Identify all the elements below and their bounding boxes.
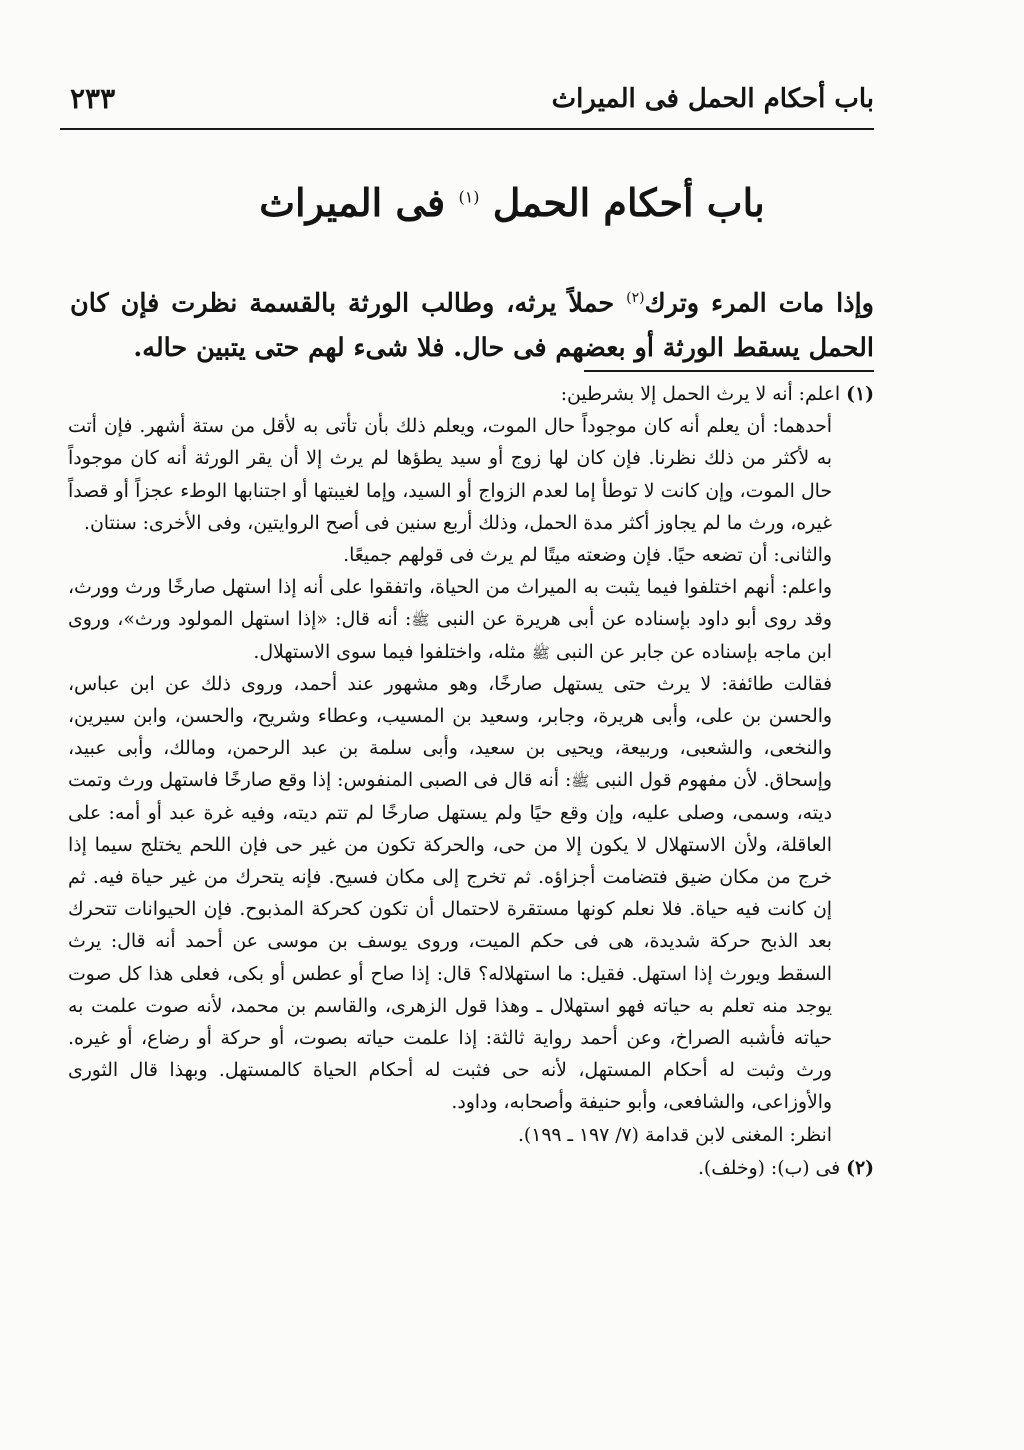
salutation-glyph: ﷺ bbox=[531, 643, 550, 662]
footnote-2 bbox=[68, 1152, 874, 1185]
footnote-2-label: (٢) bbox=[846, 1156, 874, 1179]
main-paragraph bbox=[70, 276, 874, 370]
main-footnote-ref: (٢) bbox=[626, 290, 645, 306]
footnote-1-label: (١) bbox=[846, 383, 874, 405]
footnote-1-intro-text: اعلم: أنه لا يرث الحمل إلا بشرطين: bbox=[560, 384, 841, 405]
paragraph-4-part-a: فقالت طائفة: لا يرث حتى يستهل صارخًا، وهو مشهور عند أحمد، وروى ذلك عن ابن عباس، والحسن بن على، وأبى هريرة، وجابر، وسعيد بن المسيب، وعطاء وشريح، والحسن، وابن سيرين، والنخعى، والشعبى، وربيعة، ويحيى بن سعيد، وأبى سلمة بن عبد الرحمن، ومالك، وأبى عبيد، وإسحاق. لأن مفهوم قول النبى bbox=[68, 673, 832, 792]
main-text-a: وإذا مات المرء وترك bbox=[644, 288, 874, 319]
footnote-1-paragraph-3 bbox=[68, 572, 874, 669]
salutation-glyph: ﷺ bbox=[411, 611, 430, 630]
paragraph-3-part-b: : أنه قال: «إذا استهل المولود ورث»، وروى ابن ماجه بإسناده عن جابر عن النبى bbox=[68, 609, 832, 663]
running-title: باب أحكام الحمل فى الميراث bbox=[551, 84, 874, 114]
paragraph-3-part-c: مثله، واختلفوا فيما سوى الاستهلال. bbox=[253, 641, 526, 663]
main-text-b: حملاً يرثه، وطالب الورثة بالقسمة نظرت فإن كان الحمل يسقط الورثة أو بعضهم فى حال. فلا شىء لهم حتى يتبين حاله. bbox=[70, 288, 874, 363]
salutation-glyph: ﷺ bbox=[571, 772, 590, 791]
page-number: ٢٣٣ bbox=[70, 82, 116, 115]
paragraph-3-part-a: واعلم: أنهم اختلفوا فيما يثبت به الميراث من الحياة، واتفقوا على أنه إذا استهل صارخًا ورث وورث، وقد روى أبو داود بإسناده عن أبى هريرة عن النبى bbox=[68, 577, 832, 631]
running-head bbox=[60, 80, 874, 130]
footnote-1-condition-1: أحدهما: أن يعلم أنه كان موجوداً حال الموت، ويعلم ذلك بأن تأتى به لأقل من ستة أشهر. فإن أتت به لأكثر من ذلك نظرنا. فإن كان لها زوج أو سيد يطؤها لم يرث إلا أن يقر الورثة أنه كان موجوداً حال الموت، وإن كانت لا توطأ إما لعدم الزواج أو السيد، وإما لغيبتها أو اجتنابها الوطء عجزاً أو قصداً غيره، ورث ما لم يجاوز أكثر مدة الحمل، وذلك أربع سنين فى أصح الروايتين، وفى الأخرى: سنتان. bbox=[68, 416, 832, 534]
footnote-divider bbox=[584, 370, 874, 372]
paragraph-4-part-b: : أنه قال فى الصبى المنفوس: إذا وقع صارخًا فاستهل ورث وتمت ديته، وسمى، وصلى عليه، وإن وقع حيًا ولم يستهل صارخًا لم تتم ديته، وفيه غرة عبد أو أمه: على العاقلة، ولأن الاستهلال لا يكون إلا من حى، والحركة تكون من غير حى فإن اللحم يختلج سيما إذا خرج من مكان ضيق فتضامت أجزاؤه. ثم تخرج إلى مكان فسيح. فإنه يتحرك من غير حياة فيه. ثم إن كانت فيه حياة. فلا نعلم كونها مستقرة لاحتمال أن تكون كحركة المذبوح. فإن الحيوانات تتحرك بعد الذبح حركة شديدة، هى فى حكم الميت، وروى يوسف بن موسى عن أحمد أنه قال: يرث السقط ويورث إذا استهل. فقيل: ما استهلاله؟ قال: إذا صاح أو عطس أو بكى، فعلى هذا كل صوت يوجد منه تعلم به حياته فهو استهلال ـ وهذا قول الزهرى، والقاسم بن محمد، لأنه صوت علمت به حياته فأشبه الصراخ، وعن أحمد رواية ثالثة: إذا علمت حياته بصوت، أو حركة أو رضاع، أو غيره. ورث وثبت له أحكام المستهل، لأنه حى فثبت له أحكام الحياة كالمستهل. وبهذا قال الثورى والأوزاعى، والشافعى، وأبو حنيفة وأصحابه، وداود. bbox=[68, 770, 832, 1114]
footnotes bbox=[68, 378, 874, 1185]
chapter-title-end: فى الميراث bbox=[259, 180, 446, 225]
main-text bbox=[70, 276, 874, 370]
footnote-1-intro bbox=[68, 378, 874, 411]
footnote-2-text: فى (ب): (وخلف). bbox=[697, 1157, 841, 1179]
footnote-1-paragraph-4 bbox=[68, 669, 874, 1120]
footnote-1-condition-2: والثانى: أن تضعه حيًا. فإن وضعته ميتًا لم يرث فى قولهم جميعًا. bbox=[343, 545, 832, 567]
footnote-1-source: انظر: المغنى لابن قدامة (٧/ ١٩٧ ـ ١٩٩). bbox=[517, 1124, 832, 1146]
chapter-title-text: باب أحكام الحمل bbox=[492, 180, 765, 225]
chapter-title bbox=[0, 180, 1024, 225]
chapter-footnote-ref: (١) bbox=[458, 187, 480, 207]
